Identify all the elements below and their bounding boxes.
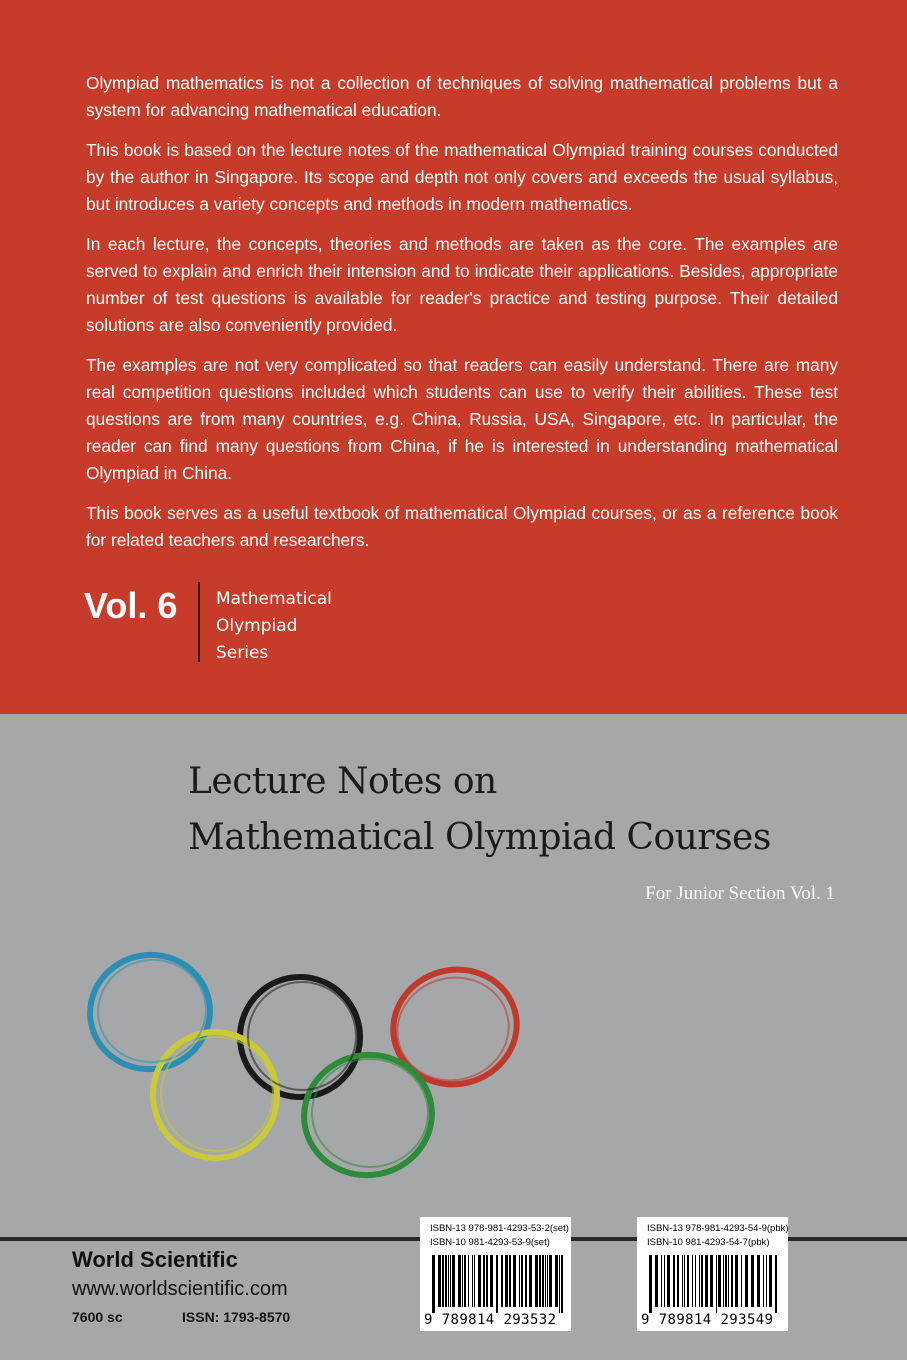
blurb-paragraph: Olympiad mathematics is not a collection of techniques of solving mathematical problems but a system for advancing mathematical education.: [86, 73, 838, 120]
book-subtitle: For Junior Section Vol. 1: [645, 883, 835, 904]
barcode-icon: [430, 1255, 570, 1313]
volume-label: Vol. 6: [84, 585, 178, 626]
barcode-digits: 9 789814 293549: [641, 1312, 774, 1328]
isbn10-label: ISBN-10 981-4293-53-9(set): [430, 1237, 550, 1248]
back-cover-blurb: [86, 70, 838, 567]
series-line: Olympiad: [216, 616, 298, 636]
barcode-digits: 9 789814 293532: [424, 1312, 557, 1328]
volume-divider: [198, 582, 200, 662]
barcode-pbk: [637, 1217, 788, 1331]
blurb-paragraph: The examples are not very complicated so that readers can easily understand. There are many real competition questions included which students can use to verify their abilities. These test questions are from many countries, e.g. China, Russia, USA, Singapore, etc. In particular, the reader can find many questions from China, if he is interested in understanding mathematical Olympiad in China.: [86, 355, 838, 483]
publisher-url: www.worldscientific.com: [72, 1278, 288, 1300]
blurb-paragraph: This book serves as a useful textbook of mathematical Olympiad courses, or as a reference book for related teachers and researchers.: [86, 503, 838, 550]
isbn13-label: ISBN-13 978-981-4293-53-2(set): [430, 1223, 569, 1234]
ring-black: [235, 972, 365, 1102]
series-line: Mathematical: [216, 589, 332, 609]
series-name: [216, 586, 332, 667]
series-line: Series: [216, 643, 269, 663]
publisher-codes: [72, 1306, 290, 1328]
book-title-line: Lecture Notes on: [188, 761, 497, 802]
blurb-paragraph: In each lecture, the concepts, theories and methods are taken as the core. The examples are served to explain and enrich their intension and to indicate their applications. Besides, appropriate number of test questions is available for reader's practice and testing purpose. Their detailed solutions are also conveniently provided.: [86, 234, 838, 335]
publisher-block: [72, 1246, 290, 1328]
book-title-line: Mathematical Olympiad Courses: [188, 817, 771, 858]
book-title: [188, 754, 771, 866]
issn: ISSN: 1793-8570: [182, 1309, 291, 1325]
ring-green: [295, 1045, 442, 1185]
barcode-icon: [647, 1255, 787, 1313]
product-code: 7600 sc: [72, 1309, 123, 1325]
blurb-paragraph: This book is based on the lecture notes of the mathematical Olympiad training courses conducted by the author in Singapore. Its scope and depth not only covers and exceeds the usual syllabus, but introduces a variety concepts and methods in modern mathematics.: [86, 140, 838, 214]
publisher-name: World Scientific: [72, 1247, 238, 1272]
barcode-set: [420, 1217, 571, 1331]
olympic-rings-icon: [80, 945, 530, 1185]
ring-yellow: [145, 1024, 285, 1166]
isbn13-label: ISBN-13 978-981-4293-54-9(pbk): [647, 1223, 789, 1234]
ring-blue: [81, 945, 219, 1078]
isbn10-label: ISBN-10 981-4293-54-7(pbk): [647, 1237, 770, 1248]
